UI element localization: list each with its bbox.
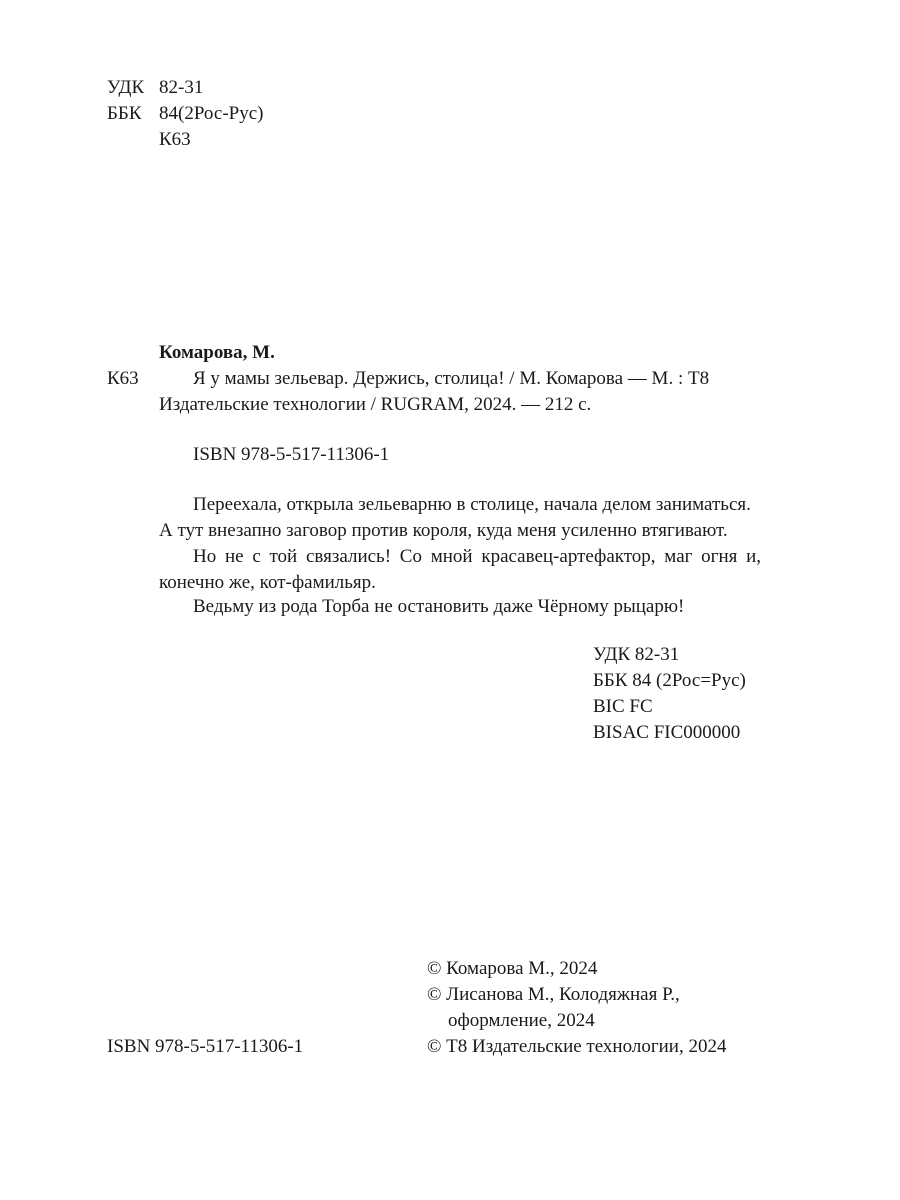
copyright-design-1: © Лисанова М., Колодяжная Р., — [427, 984, 680, 1005]
bbk-value: 84(2Рос-Рус) — [159, 103, 264, 124]
annotation-line: Ведьму из рода Торба не остановить даже Чёрному рыцарю! — [193, 596, 685, 617]
annotation-line: Но не с той связались! Со мной красавец-артефактор, маг огня и, — [193, 546, 762, 567]
udk-value: 82-31 — [159, 77, 204, 98]
udk-code: УДК 82-31 — [593, 644, 680, 665]
udk-line — [107, 75, 203, 100]
bic-code: BIC FC — [593, 696, 653, 717]
annotation-line: конечно же, кот-фамильяр. — [159, 572, 376, 593]
copyright-author: © Комарова М., 2024 — [427, 958, 598, 979]
title-line-2: Издательские технологии / RUGRAM, 2024. — 212 с. — [159, 394, 592, 415]
author-mark-left: К63 — [107, 368, 139, 389]
author-name: Комарова, М. — [159, 342, 275, 363]
bbk-line — [107, 101, 263, 126]
author-mark-top: К63 — [159, 129, 191, 150]
title-line-1: Я у мамы зельевар. Держись, столица! / М. Комарова — М. : Т8 — [193, 368, 710, 389]
isbn-footer: ISBN 978-5-517-11306-1 — [107, 1036, 304, 1057]
copyright-publisher: © Т8 Издательские технологии, 2024 — [427, 1036, 727, 1057]
bisac-code: BISAC FIC000000 — [593, 722, 741, 743]
bbk-code: ББК 84 (2Рос=Рус) — [593, 670, 746, 691]
annotation-line: А тут внезапно заговор против короля, куда меня усиленно втягивают. — [159, 520, 728, 541]
isbn-record: ISBN 978-5-517-11306-1 — [193, 444, 390, 465]
copyright-design-2: оформление, 2024 — [448, 1010, 595, 1031]
annotation-line: Переехала, открыла зельеварню в столице, начала делом заниматься. — [193, 494, 751, 515]
bbk-label: ББК — [107, 103, 142, 124]
udk-label: УДК — [107, 77, 145, 98]
